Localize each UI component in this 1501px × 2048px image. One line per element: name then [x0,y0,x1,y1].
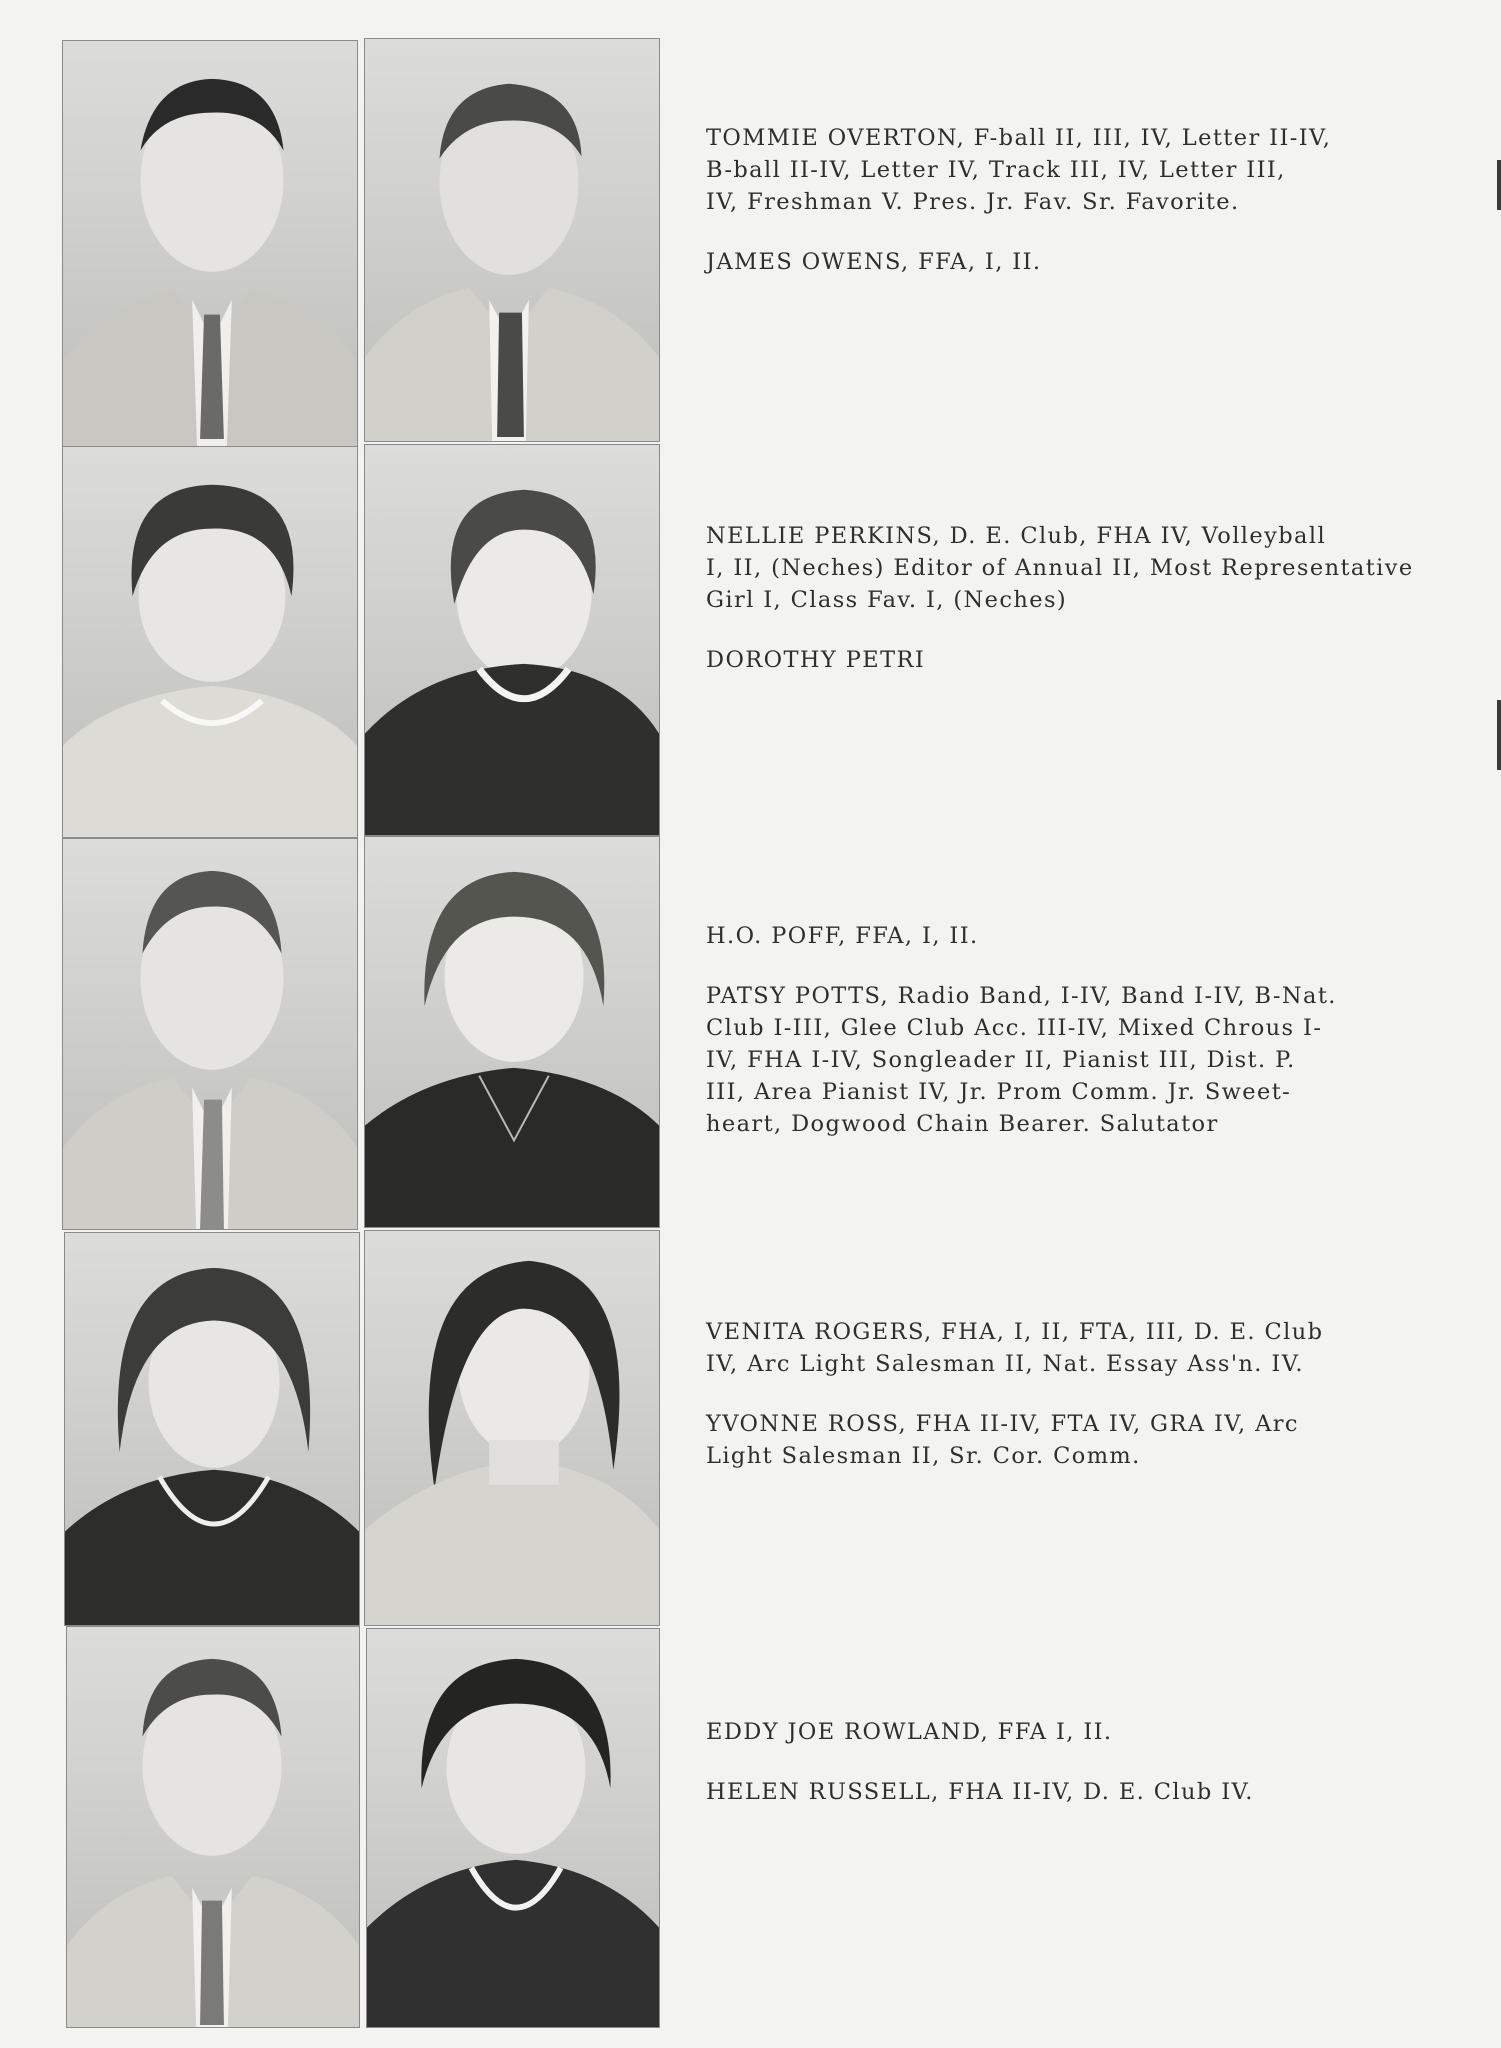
page-edge-mark [1497,160,1501,210]
caption-nellie-perkins: NELLIE PERKINS, D. E. Club, FHA IV, Volleyball I, II, (Neches) Editor of Annual II, Most Representative Girl I, Class Fav. I, (Neches) [706,523,1414,613]
caption-dorothy-petri: DOROTHY PETRI [706,647,926,673]
caption-block-row-2 [706,520,1486,704]
caption-venita-rogers: VENITA ROGERS, FHA, I, II, FTA, III, D. E. Club IV, Arc Light Salesman II, Nat. Essay Ass'n. IV. [706,1319,1324,1377]
caption-eddy-joe-rowland: EDDY JOE ROWLAND, FFA I, II. [706,1719,1113,1745]
page-edge-mark [1497,700,1501,770]
photo-helen-russell [366,1628,660,2028]
photo-yvonne-ross [364,1230,660,1626]
caption-block-row-4 [706,1316,1486,1500]
photo-eddy-joe-rowland [66,1626,360,2028]
photo-tommie-overton [62,40,358,448]
photo-ho-poff [62,838,358,1230]
caption-block-row-1 [706,122,1486,306]
caption-james-owens: JAMES OWENS, FFA, I, II. [706,249,1042,275]
caption-block-row-3 [706,920,1486,1168]
photo-patsy-potts [364,836,660,1228]
photo-venita-rogers [64,1232,360,1626]
caption-block-row-5 [706,1716,1486,1836]
caption-yvonne-ross: YVONNE ROSS, FHA II-IV, FTA IV, GRA IV, Arc Light Salesman II, Sr. Cor. Comm. [706,1411,1299,1469]
caption-patsy-potts: PATSY POTTS, Radio Band, I-IV, Band I-IV, B-Nat. Club I-III, Glee Club Acc. III-IV, Mixed Chrous I- IV, FHA I-IV, Songleader II, Pianist III, Dist. P. III, Area Pianist IV, Jr. Prom Comm. Jr. Sweet- heart, Dogwood Chain Bearer. Salutator [706,983,1337,1137]
caption-ho-poff: H.O. POFF, FFA, I, II. [706,923,979,949]
photo-dorothy-petri [364,444,660,836]
photo-nellie-perkins [62,446,358,838]
photo-james-owens [364,38,660,442]
caption-tommie-overton: TOMMIE OVERTON, F-ball II, III, IV, Letter II-IV, B-ball II-IV, Letter IV, Track III, IV, Letter III, IV, Freshman V. Pres. Jr. Fav. Sr. Favorite. [706,125,1332,215]
caption-helen-russell: HELEN RUSSELL, FHA II-IV, D. E. Club IV. [706,1779,1254,1805]
